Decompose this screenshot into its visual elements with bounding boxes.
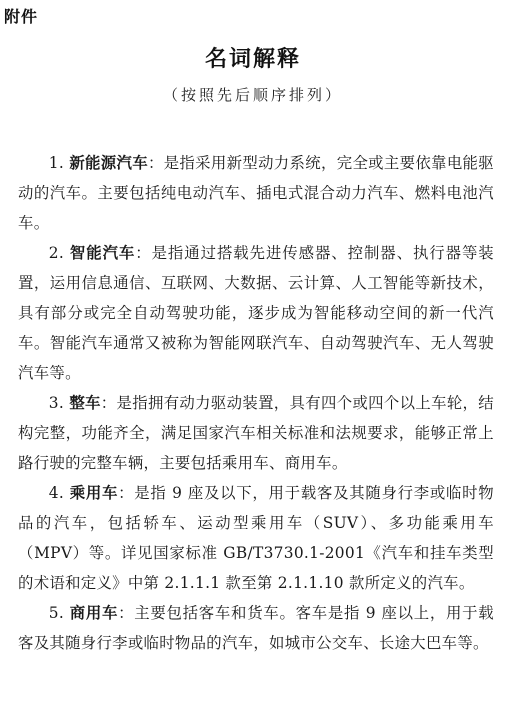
attachment-label: 附件 <box>4 7 39 26</box>
entry-term: 新能源汽车 <box>69 154 148 172</box>
entry-text: ：是指拥有动力驱动装置，具有四个或四个以上车轮，结构完整，功能齐全，满足国家汽车相关标准和法规要求，能够正常上路行驶的完整车辆，主要包括乘用车、商用车。 <box>18 394 494 472</box>
entry-number: 2. <box>48 244 70 262</box>
entry-text: ：是指采用新型动力系统，完全或主要依靠电能驱动的汽车。主要包括纯电动汽车、插电式混合动力汽车、燃料电池汽车。 <box>18 154 494 232</box>
definition-entry <box>18 238 494 388</box>
definition-entry <box>18 598 494 658</box>
entry-text: ：是指 9 座及以下，用于载客及其随身行李或临时物品的汽车，包括轿车、运动型乘用车（SUV）、多功能乘用车（MPV）等。详见国家标准 GB/T3730.1-2001《汽车和挂车类型的术语和定义》中第 2.1.1.1 款至第 2.1.1.10 款所定义的汽车。 <box>18 484 494 592</box>
page-subtitle: （按照先后顺序排列） <box>162 86 343 104</box>
entry-number: 5. <box>48 604 70 622</box>
definitions-list <box>18 148 494 658</box>
entry-term: 智能汽车 <box>69 244 136 262</box>
definition-entry <box>18 148 494 238</box>
entry-number: 3. <box>48 394 70 412</box>
entry-number: 4. <box>48 484 70 502</box>
definition-entry <box>18 388 494 478</box>
entry-text: ：是指通过搭载先进传感器、控制器、执行器等装置，运用信息通信、互联网、大数据、云计算、人工智能等新技术，具有部分或完全自动驾驶功能，逐步成为智能移动空间的新一代汽车。智能汽车通常又被称为智能网联汽车、自动驾驶汽车、无人驾驶汽车等。 <box>18 244 494 382</box>
definition-entry <box>18 478 494 598</box>
page-title: 名词解释 <box>204 47 301 72</box>
entry-term: 乘用车 <box>69 484 119 502</box>
entry-text: ：主要包括客车和货车。客车是指 9 座以上，用于载客及其随身行李或临时物品的汽车，如城市公交车、长途大巴车等。 <box>18 604 494 652</box>
entry-term: 商用车 <box>69 604 119 622</box>
entry-number: 1. <box>48 154 70 172</box>
entry-term: 整车 <box>69 394 101 412</box>
